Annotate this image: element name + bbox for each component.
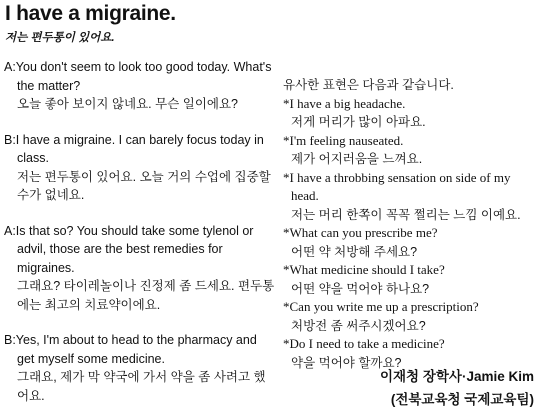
expression-item-3 bbox=[283, 169, 538, 225]
dialogue-korean: 저는 편두통이 있어요. 오늘 거의 수업에 집중할 수가 없네요. bbox=[17, 169, 271, 202]
expression-korean: 저게 머리가 많이 아파요. bbox=[291, 115, 426, 129]
expression-item-4 bbox=[283, 224, 538, 261]
expression-english: *What medicine should I take? bbox=[283, 262, 445, 277]
dialogue-column bbox=[4, 58, 276, 405]
expression-item-5 bbox=[283, 261, 538, 298]
dialogue-line-3 bbox=[4, 222, 276, 315]
expression-english: *I have a big headache. bbox=[283, 95, 406, 111]
expression-item-1 bbox=[283, 95, 538, 132]
author-byline: 이재청 장학사·Jamie Kim bbox=[379, 369, 534, 384]
dialogue-korean: 오늘 좋아 보이지 않네요. 무슨 일이에요? bbox=[17, 97, 238, 111]
article-subtitle: 저는 편두통이 있어요. bbox=[5, 32, 115, 44]
expression-item-2 bbox=[283, 132, 538, 169]
expressions-column bbox=[283, 76, 538, 372]
dialogue-english: A:You don't seem to look too good today. What's the matter? bbox=[4, 60, 272, 93]
expression-korean: 처방전 좀 써주시겠어요? bbox=[291, 318, 426, 333]
expression-korean: 어떤 약을 먹어야 하나요? bbox=[291, 281, 430, 296]
dialogue-line-1 bbox=[4, 58, 276, 114]
dialogue-line-2 bbox=[4, 131, 276, 205]
dialogue-korean: 그래요? 타이레놀이나 진정제 좀 드세요. 편두통에는 최고의 치료약이에요. bbox=[17, 279, 275, 312]
expression-item-6 bbox=[283, 298, 538, 335]
dialogue-english: B:Yes, I'm about to head to the pharmacy and get myself some medicine. bbox=[4, 333, 257, 366]
author-organization: (전북교육청 국제교육팀) bbox=[390, 392, 534, 407]
expression-english: *I have a throbbing sensation on side of my head. bbox=[283, 169, 511, 203]
article-title: I have a migraine. bbox=[5, 2, 176, 25]
expressions-intro: 유사한 표현은 다음과 같습니다. bbox=[283, 78, 454, 92]
expression-english: *What can you prescribe me? bbox=[283, 225, 438, 240]
dialogue-korean: 그래요, 제가 막 약국에 가서 약을 좀 사려고 했어요. bbox=[17, 370, 266, 403]
expression-english: *Do I need to take a medicine? bbox=[283, 336, 445, 351]
dialogue-line-4 bbox=[4, 331, 276, 405]
dialogue-english: B:I have a migraine. I can barely focus today in class. bbox=[4, 132, 264, 165]
expression-korean: 어떤 약 처방해 주세요? bbox=[291, 244, 418, 259]
expression-english: *I'm feeling nauseated. bbox=[283, 132, 404, 148]
expression-korean: 약을 먹어야 할까요? bbox=[291, 355, 402, 370]
expression-english: *Can you write me up a prescription? bbox=[283, 299, 479, 314]
dialogue-english: A:Is that so? You should take some tylenol or advil, those are the best remedies for migraines. bbox=[4, 223, 254, 275]
expression-korean: 저는 머리 한쪽이 꼭꼭 쩔리는 느낌 이예요. bbox=[291, 207, 521, 222]
expression-korean: 제가 어지러움을 느껴요. bbox=[291, 152, 423, 166]
